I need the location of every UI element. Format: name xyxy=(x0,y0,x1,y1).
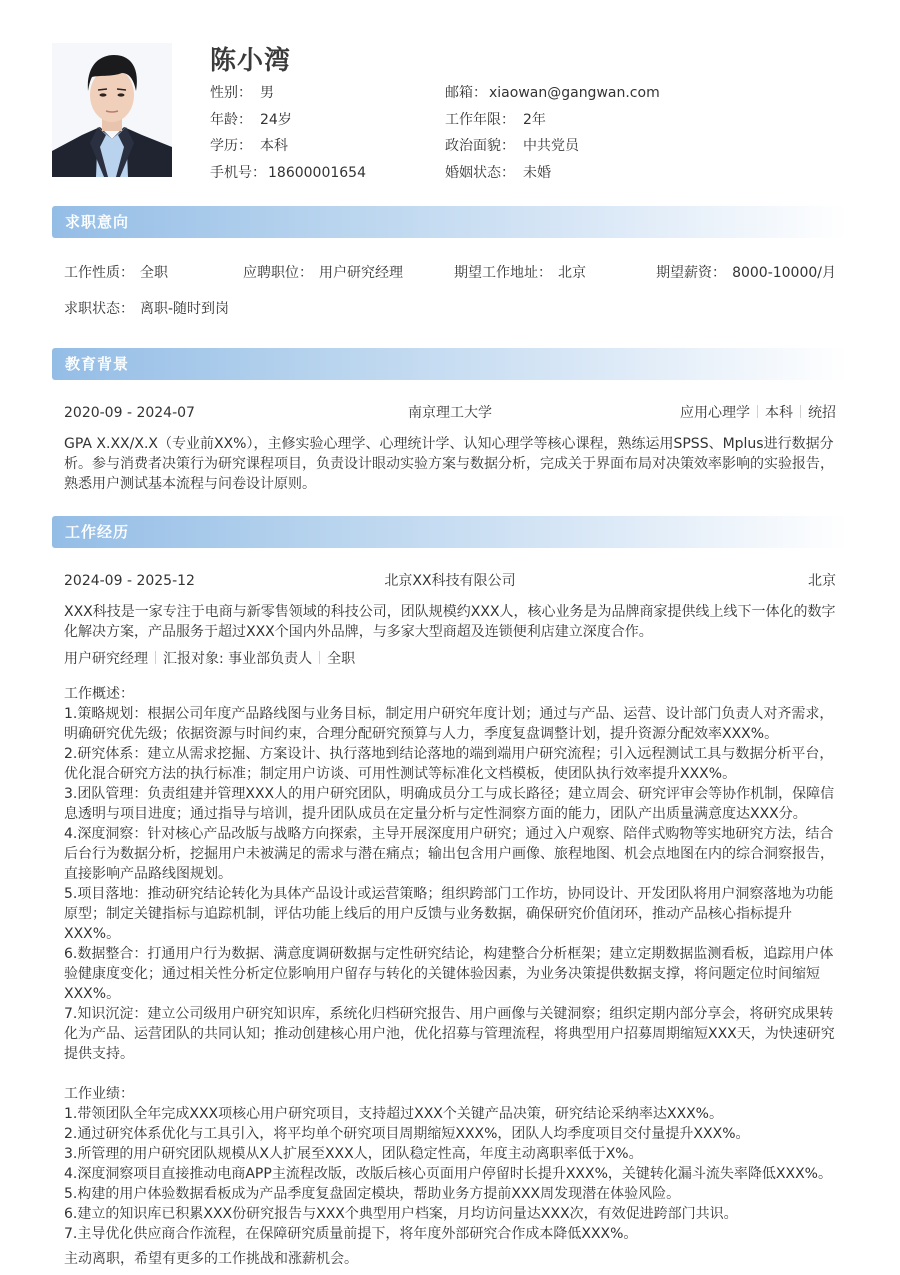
intent-value: 全职 xyxy=(140,265,168,281)
intent-label: 期望工作地址： xyxy=(454,265,552,281)
work-summary-title: 工作概述： xyxy=(64,686,134,702)
info-value: 男 xyxy=(260,85,274,101)
info-value: 2年 xyxy=(523,111,546,128)
info-phone xyxy=(210,163,366,190)
summary-line: 后台行为数据分析，挖掘用户未被满足的需求与潜在痛点；输出包含用户画像、旅程地图、机会点地图在内的综合洞察报告， xyxy=(64,846,834,862)
work-summary xyxy=(64,684,836,1244)
summary-line: 息透明与项目进度；通过指导与培训，提升团队成员在定量分析与定性洞察方面的能力，团队产出质量满意度达XXX分。 xyxy=(64,806,807,822)
education-type: 统招 xyxy=(808,405,836,421)
info-label: 年龄： xyxy=(210,111,252,128)
description-line: 析。参与消费者决策行为研究课程项目，负责设计眼动实验方案与数据分析，完成关于界面布局对决策效率影响的实验报告， xyxy=(64,456,834,472)
divider xyxy=(757,405,758,418)
work-job-type: 全职 xyxy=(327,651,356,667)
info-email xyxy=(445,83,660,110)
description-line: 熟悉用户测试基本流程与问卷设计原则。 xyxy=(64,476,316,492)
education-school: 南京理工大学 xyxy=(408,405,492,421)
summary-line: 1.策略规划：根据公司年度产品路线图与业务目标，制定用户研究年度计划；通过与产品、运营、设计部门负责人对齐需求， xyxy=(64,706,834,722)
info-label: 手机号： xyxy=(210,164,266,181)
info-value: xiaowan@gangwan.com xyxy=(489,85,660,101)
divider xyxy=(319,651,320,664)
achievement-line: 6.建立的知识库已积累XXX份研究报告与XXX个典型用户档案，月均访问量达XXX次，有效促进跨部门共识。 xyxy=(64,1206,738,1222)
blank-line xyxy=(64,1064,836,1084)
info-value: 24岁 xyxy=(260,111,292,128)
section-header-work xyxy=(52,516,848,548)
intent-work-type xyxy=(64,262,168,282)
work-entry-header xyxy=(64,571,836,591)
section-title: 求职意向 xyxy=(65,213,130,231)
intent-value: 北京 xyxy=(558,265,586,281)
education-tags xyxy=(680,403,836,423)
info-label: 邮箱： xyxy=(445,85,487,101)
summary-line: XXX%。 xyxy=(64,986,121,1002)
intent-value: 离职-随时到岗 xyxy=(140,301,230,317)
education-entry-header xyxy=(64,403,836,423)
section-title: 教育背景 xyxy=(65,355,130,373)
achievement-line: 1.带领团队全年完成XXX项核心用户研究项目，支持超过XXX个关键产品决策，研究结论采纳率达XXX%。 xyxy=(64,1106,723,1122)
education-period: 2020-09 - 2024-07 xyxy=(64,405,195,421)
education-description xyxy=(64,434,836,494)
summary-line: 化为产品、运营团队的共同认知；推动创建核心用户池，优化招募与管理流程，将典型用户招募周期缩短XXX天，为快速研究 xyxy=(64,1026,835,1042)
summary-line: 3.团队管理：负责组建并管理XXX人的用户研究团队，明确成员分工与成长路径；建立周会、研究评审会等协作机制，保障信 xyxy=(64,786,835,802)
profile-info-left xyxy=(210,83,366,189)
info-degree xyxy=(210,136,366,163)
section-header-education xyxy=(52,348,848,380)
intent-salary xyxy=(656,262,836,282)
achievement-line: 7.主导优化供应商合作流程，在保障研究质量前提下，将年度外部研究合作成本降低XXX%。 xyxy=(64,1226,638,1242)
summary-line: 6.数据整合：打通用户行为数据、满意度调研数据与定性研究结论，构建整合分析框架；建立定期数据监测看板，追踪用户体 xyxy=(64,946,834,962)
leave-reason: 主动离职，希望有更多的工作挑战和涨薪机会。 xyxy=(64,1251,358,1267)
info-value: 未婚 xyxy=(523,164,551,181)
info-label: 工作年限： xyxy=(445,111,515,128)
description-line: GPA X.XX/X.X（专业前XX%），主修实验心理学、心理统计学、认知心理学等核心课程，熟练运用SPSS、Mplus进行数据分 xyxy=(64,436,834,452)
intent-label: 应聘职位： xyxy=(243,265,313,281)
summary-line: XXX%。 xyxy=(64,926,121,942)
info-label: 性别： xyxy=(210,85,252,101)
section-header-intent xyxy=(52,206,848,238)
company-description xyxy=(64,602,836,642)
work-role-tags xyxy=(64,649,836,669)
info-political-status xyxy=(445,136,660,163)
divider xyxy=(155,651,156,664)
education-major: 应用心理学 xyxy=(680,405,750,421)
profile-photo xyxy=(52,43,172,177)
achievement-line: 4.深度洞察项目直接推动电商APP主流程改版，改版后核心页面用户停留时长提升XXX%，关键转化漏斗流失率降低XXX%。 xyxy=(64,1166,832,1182)
info-label: 政治面貌： xyxy=(445,138,515,154)
work-role: 用户研究经理 xyxy=(64,651,148,667)
intent-value: 用户研究经理 xyxy=(319,265,403,281)
description-line: XXX科技是一家专注于电商与新零售领域的科技公司，团队规模约XXX人，核心业务是为品牌商家提供线上线下一体化的数字 xyxy=(64,604,836,620)
job-intent-row xyxy=(64,262,836,282)
person-photo-icon xyxy=(52,43,172,177)
summary-line: 验健康度变化；通过相关性分析定位影响用户留存与转化的关键体验因素，为业务决策提供数据支撑，将问题定位时间缩短 xyxy=(64,966,820,982)
work-report-to: 汇报对象: 事业部负责人 xyxy=(163,651,313,667)
summary-line: 2.研究体系：建立从需求挖掘、方案设计、执行落地到结论落地的端到端用户研究流程；引入远程测试工具与数据分析平台， xyxy=(64,746,834,762)
summary-line: 原型；制定关键指标与追踪机制，评估功能上线后的用户反馈与业务数据，确保研究价值闭环，推动产品核心指标提升 xyxy=(64,906,792,922)
intent-label: 求职状态： xyxy=(64,301,134,317)
info-gender xyxy=(210,83,366,110)
work-achievements-title: 工作业绩： xyxy=(64,1086,134,1102)
summary-line: 提供支持。 xyxy=(64,1046,134,1062)
profile-info-right xyxy=(445,83,660,189)
work-city: 北京 xyxy=(808,573,836,589)
intent-position xyxy=(243,262,403,282)
education-degree: 本科 xyxy=(765,405,793,421)
description-line: 化解决方案，产品服务于超过XXX个国内外品牌，与多家大型商超及连锁便利店建立深度合作。 xyxy=(64,624,653,640)
achievement-line: 3.所管理的用户研究团队规模从X人扩展至XXX人，团队稳定性高，年度主动离职率低于X%。 xyxy=(64,1146,643,1162)
info-marital-status xyxy=(445,163,660,190)
work-period: 2024-09 - 2025-12 xyxy=(64,573,195,589)
intent-status xyxy=(64,298,229,318)
summary-line: 明确研究优先级；依据资源与时间约束，合理分配研究预算与人力，季度复盘调整计划，提升资源分配效率XXX%。 xyxy=(64,726,779,742)
info-value: 本科 xyxy=(260,138,288,154)
info-value: 18600001654 xyxy=(268,164,366,181)
achievement-line: 2.通过研究体系优化与工具引入，将平均单个研究项目周期缩短XXX%，团队人均季度项目交付量提升XXX%。 xyxy=(64,1126,750,1142)
work-company: 北京XX科技有限公司 xyxy=(384,573,516,589)
intent-value: 8000-10000/月 xyxy=(732,265,836,281)
divider xyxy=(800,405,801,418)
section-title: 工作经历 xyxy=(65,523,130,541)
summary-line: 5.项目落地：推动研究结论转化为具体产品设计或运营策略；组织跨部门工作坊，协同设计、开发团队将用户洞察落地为功能 xyxy=(64,886,834,902)
summary-line: 4.深度洞察：针对核心产品改版与战略方向探索，主导开展深度用户研究；通过入户观察、陪伴式购物等实地研究方法，结合 xyxy=(64,826,834,842)
summary-line: 直接影响产品路线图规划。 xyxy=(64,866,232,882)
info-age xyxy=(210,110,366,137)
summary-line: 优化混合研究方法的执行标准；制定用户访谈、可用性测试等标准化文档模板，使团队执行效率提升XXX%。 xyxy=(64,766,737,782)
achievement-line: 5.构建的用户体验数据看板成为产品季度复盘固定模块，帮助业务方提前XXX周发现潜在体验风险。 xyxy=(64,1186,681,1202)
summary-line: 7.知识沉淀：建立公司级用户研究知识库，系统化归档研究报告、用户画像与关键洞察；组织定期内部分享会，将研究成果转 xyxy=(64,1006,834,1022)
info-label: 学历： xyxy=(210,138,252,154)
info-value: 中共党员 xyxy=(523,138,579,154)
info-label: 婚姻状态： xyxy=(445,164,515,181)
intent-label: 工作性质： xyxy=(64,265,134,281)
profile-header xyxy=(0,0,900,200)
intent-label: 期望薪资： xyxy=(656,265,727,281)
intent-location xyxy=(454,262,586,282)
candidate-name: 陈小湾 xyxy=(210,46,292,76)
info-work-years xyxy=(445,110,660,137)
